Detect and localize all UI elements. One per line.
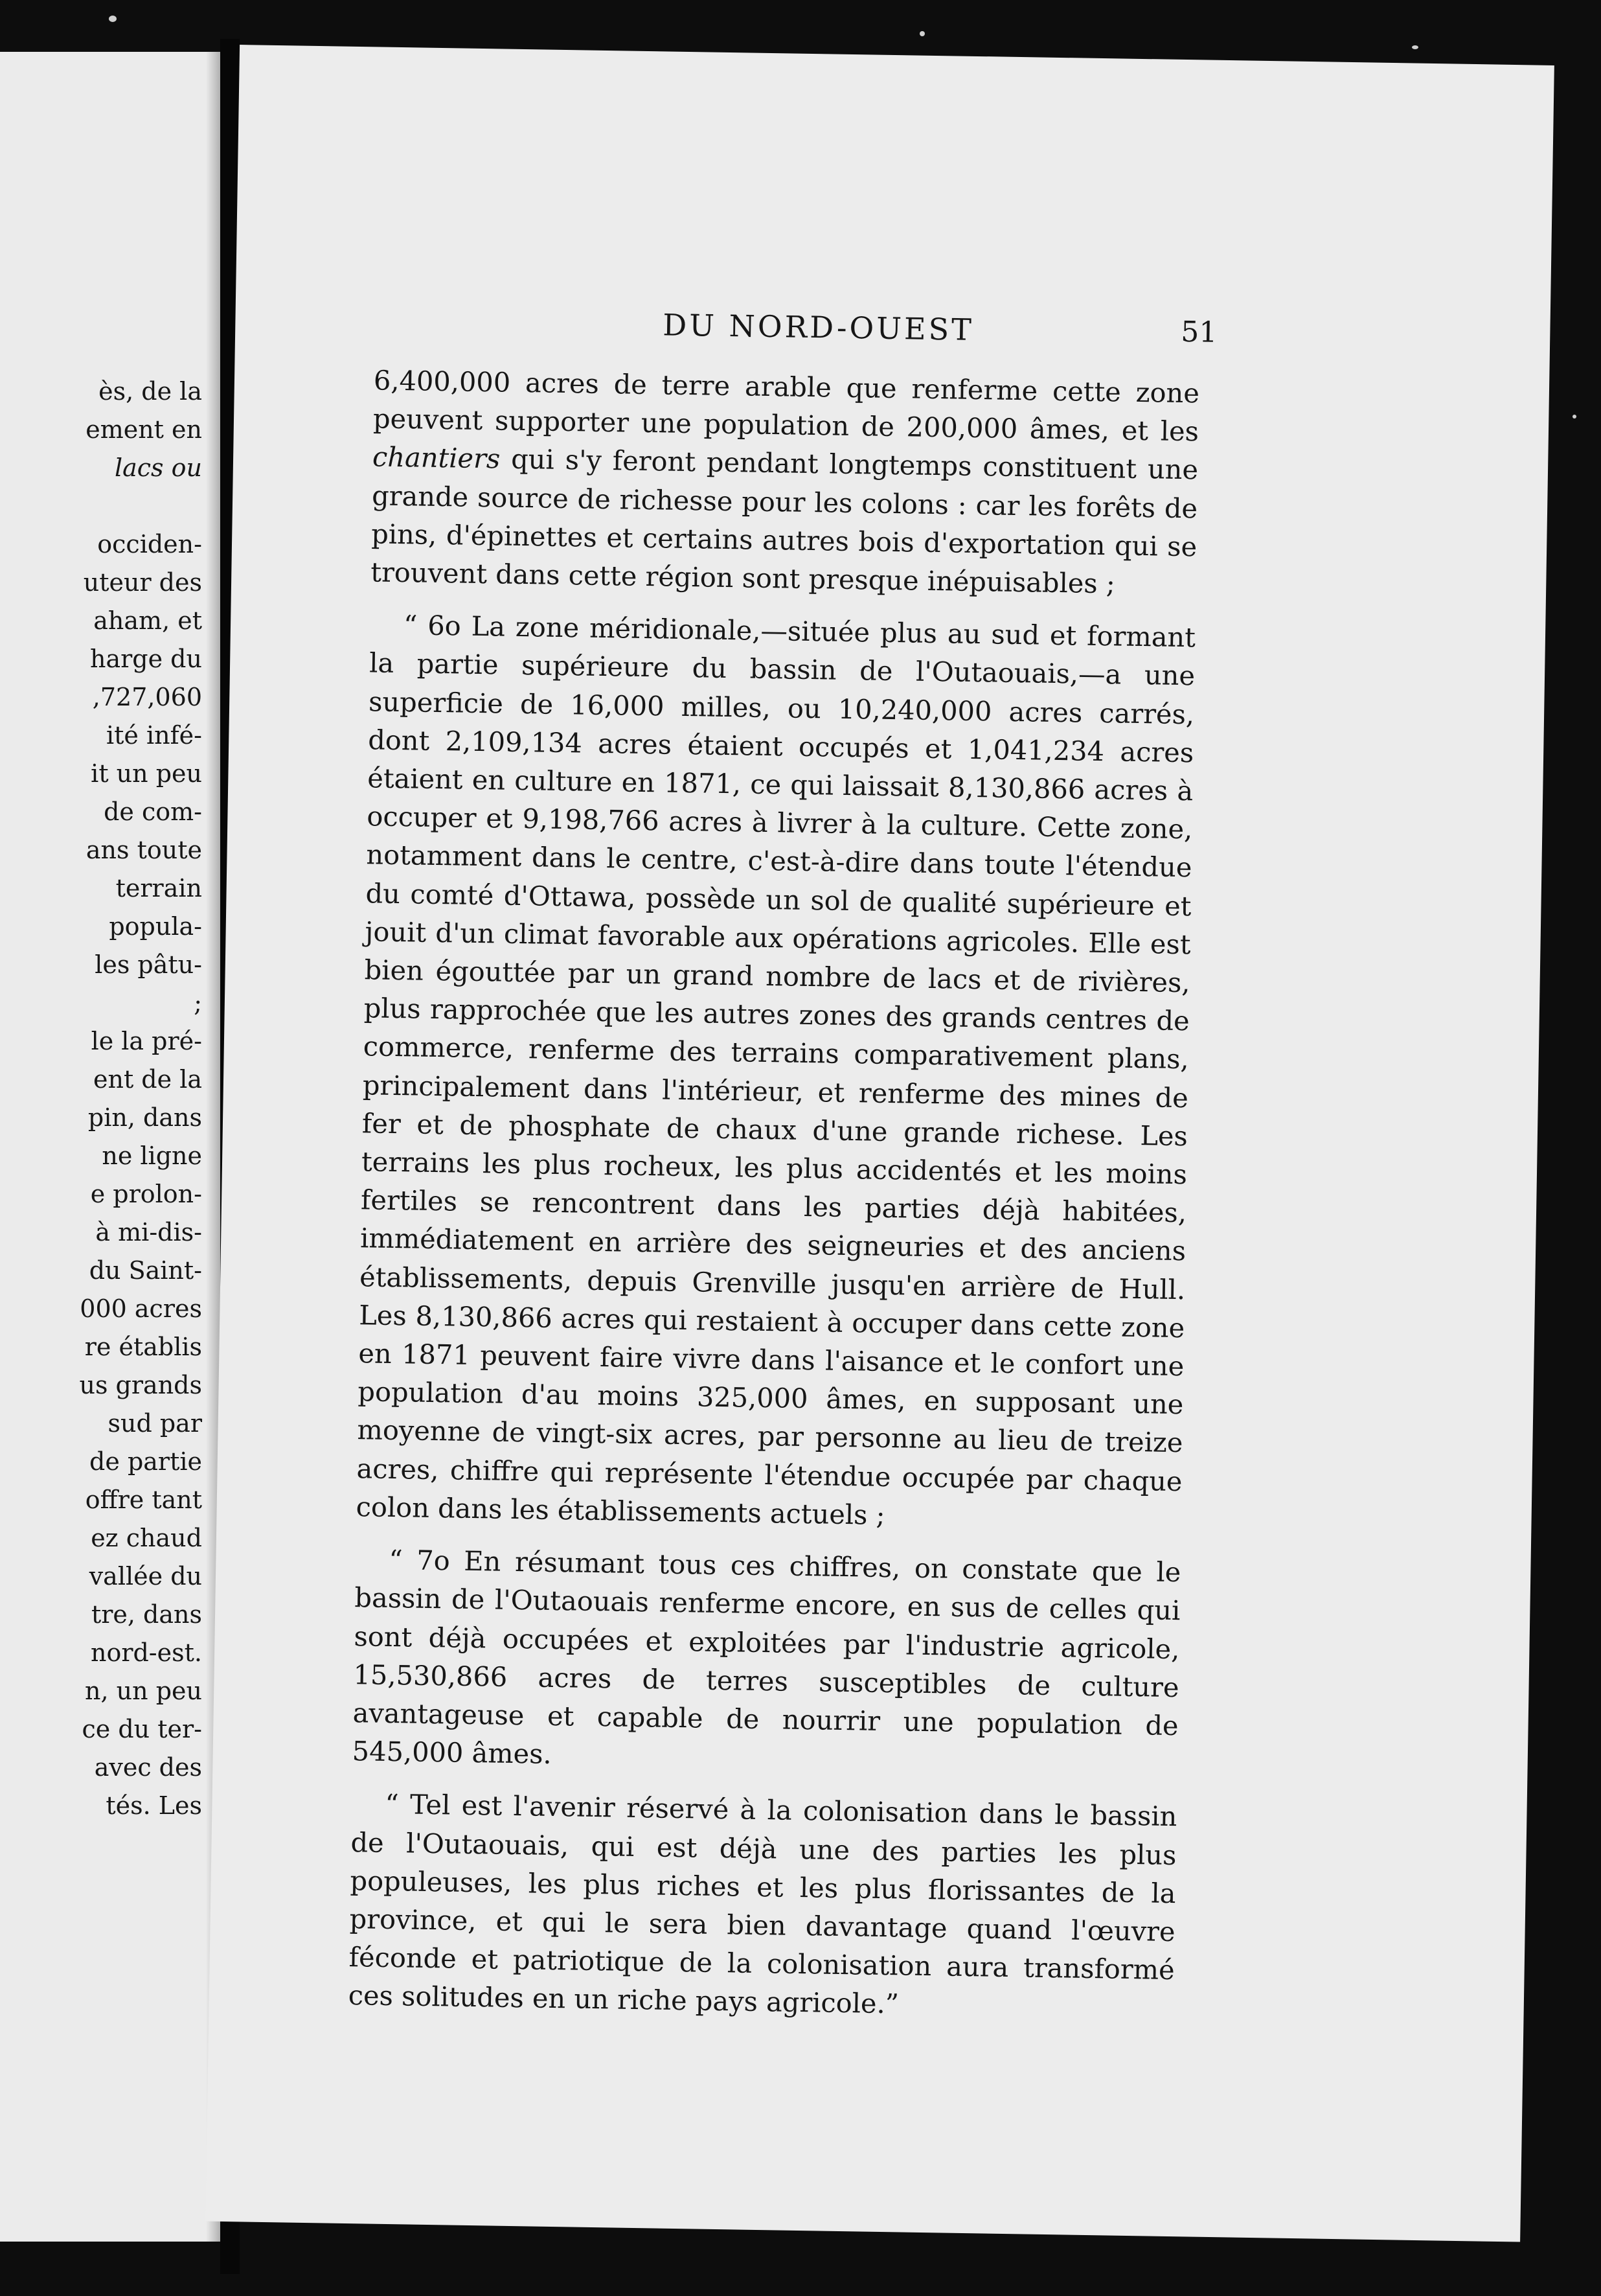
left-page-line: popula-: [109, 912, 202, 941]
scan-dust-speck: [109, 16, 117, 22]
left-page-line: les pâtu-: [95, 950, 202, 979]
scan-dust-speck: [920, 31, 925, 36]
left-page-line: ce du ter-: [82, 1715, 202, 1743]
left-page-line: du Saint-: [89, 1256, 202, 1285]
left-page-line: de partie: [89, 1447, 202, 1476]
left-page-line: ez chaud: [91, 1524, 202, 1552]
left-page-line: le la pré-: [91, 1027, 202, 1055]
left-page-line: pin, dans: [87, 1103, 202, 1132]
left-page-line: nord-est.: [90, 1638, 202, 1667]
left-page-line: e prolon-: [90, 1180, 202, 1208]
left-page-line: tre, dans: [91, 1600, 202, 1629]
left-page-line: à mi-dis-: [95, 1218, 202, 1246]
left-page-line: ès, de la: [98, 377, 202, 406]
left-page-line: de com-: [104, 798, 202, 826]
page-number: 51: [1180, 315, 1218, 349]
left-page-line: 000 acres: [80, 1294, 202, 1323]
left-page-line: lacs ou: [114, 453, 202, 482]
left-page-line: tés. Les: [106, 1791, 202, 1820]
left-page-line: ent de la: [93, 1065, 202, 1094]
left-page-line: vallée du: [89, 1562, 202, 1590]
left-page-line: re établis: [84, 1333, 202, 1361]
left-page-text-fragments: [0, 373, 202, 1825]
left-page-line: ans toute: [85, 836, 202, 864]
left-page-line: n, un peu: [85, 1677, 202, 1705]
paragraph-1-text-after: qui s'y feront pendant longtemps constituent une grande source de richesse pour les colons : car les forêts de pins, d'épinettes et certains autres bois d'exportation qui se trouvent dans cette région sont presque inépuisables ;: [370, 442, 1199, 600]
left-facing-page: [0, 52, 220, 2242]
left-page-line: ité infé-: [106, 721, 202, 750]
left-page-line: sud par: [108, 1409, 202, 1438]
left-page-line: uteur des: [83, 568, 202, 597]
scan-dust-speck: [1412, 45, 1418, 49]
paragraph-3: “ 7o En résumant tous ces chiffres, on constate que le bassin de l'Outaouais renferme encore, en sus de celles qui sont déjà occupées et exploitées par l'industrie agricole, 15,530,866 acres de terres susceptibles de culture avantageuse et capable de nourrir une population de 545,000 âmes.: [352, 1544, 1181, 1771]
left-page-line: avec des: [94, 1753, 202, 1782]
left-page-line: offre tant: [85, 1486, 202, 1514]
left-page-line: terrain: [115, 874, 202, 902]
paragraph-1-text-before: 6,400,000 acres de terre arable que renferme cette zone peuvent supporter une population de 200,000 âmes, et les: [372, 364, 1200, 448]
paragraph-1: [370, 361, 1199, 604]
left-page-line: [0, 487, 202, 525]
left-page-line: ;: [194, 989, 202, 1017]
left-page-line: us grands: [79, 1371, 202, 1399]
paragraph-4: “ Tel est l'avenir réservé à la colonisation dans le bassin de l'Outaouais, qui est déjà une des parties les plus populeuses, les plus riches et les plus florissantes de la province, et qui le sera bien davantage quand l'œuvre féconde et patriotique de la colonisation aura transformé ces solitudes en un riche pays agricole.”: [348, 1788, 1177, 2020]
left-page-line: aham, et: [93, 606, 202, 635]
scan-dust-speck: [1573, 415, 1576, 419]
left-page-line: it un peu: [91, 759, 202, 788]
paragraph-2: “ 6o La zone méridionale,—située plus au sud et formant la partie supérieure du bassin de l'Outaouais,—a une superficie de 16,000 milles, ou 10,240,000 acres carrés, dont 2,109,134 acres étaient occupés et 1,041,234 acres étaient en culture en 1871, ce qui laissait 8,130,866 acres à occuper et 9,198,766 acres à livrer à la culture. Cette zone, notamment dans le centre, c'est-à-dire dans toute l'étendue du comté d'Ottawa, possède un sol de qualité supérieure et jouit d'un climat favorable aux opérations agricoles. Elle est bien égouttée par un grand nombre de lacs et de rivières, plus rapprochée que les autres zones des grands centres de commerce, renferme des terrains comparativement plans, principalement dans l'intérieur, et renferme des mines de fer et de phosphate de chaux d'une grande richese. Les terrains les plus rocheux, les plus accidentés et les moins fertiles se rencontrent dans les parties déjà habitées, immédiatement en arrière des seigneuries et des anciens établissements, depuis Grenville jusqu'en arrière de Hull. Les 8,130,866 acres qui restaient à occuper dans cette zone en 1871 peuvent faire vivre dans l'aisance et le confort une population d'au moins 325,000 âmes, en supposant une moyenne de vingt-six acres, par personne au lieu de treize acres, chiffre qui représente l'étendue occupée par chaque colon dans les établissements actuels ;: [356, 609, 1196, 1531]
left-page-line: ,727,060: [92, 683, 202, 711]
right-page: [205, 45, 1554, 2242]
running-head-title: DU NORD-OUEST: [662, 307, 975, 347]
paragraph-1-italic-word: chantiers: [372, 441, 501, 475]
left-page-line: harge du: [90, 645, 202, 673]
left-page-line: occiden-: [97, 530, 202, 558]
left-page-line: ne ligne: [102, 1142, 202, 1170]
left-page-line: ement en: [85, 415, 202, 444]
page-body-text: [348, 361, 1199, 2041]
